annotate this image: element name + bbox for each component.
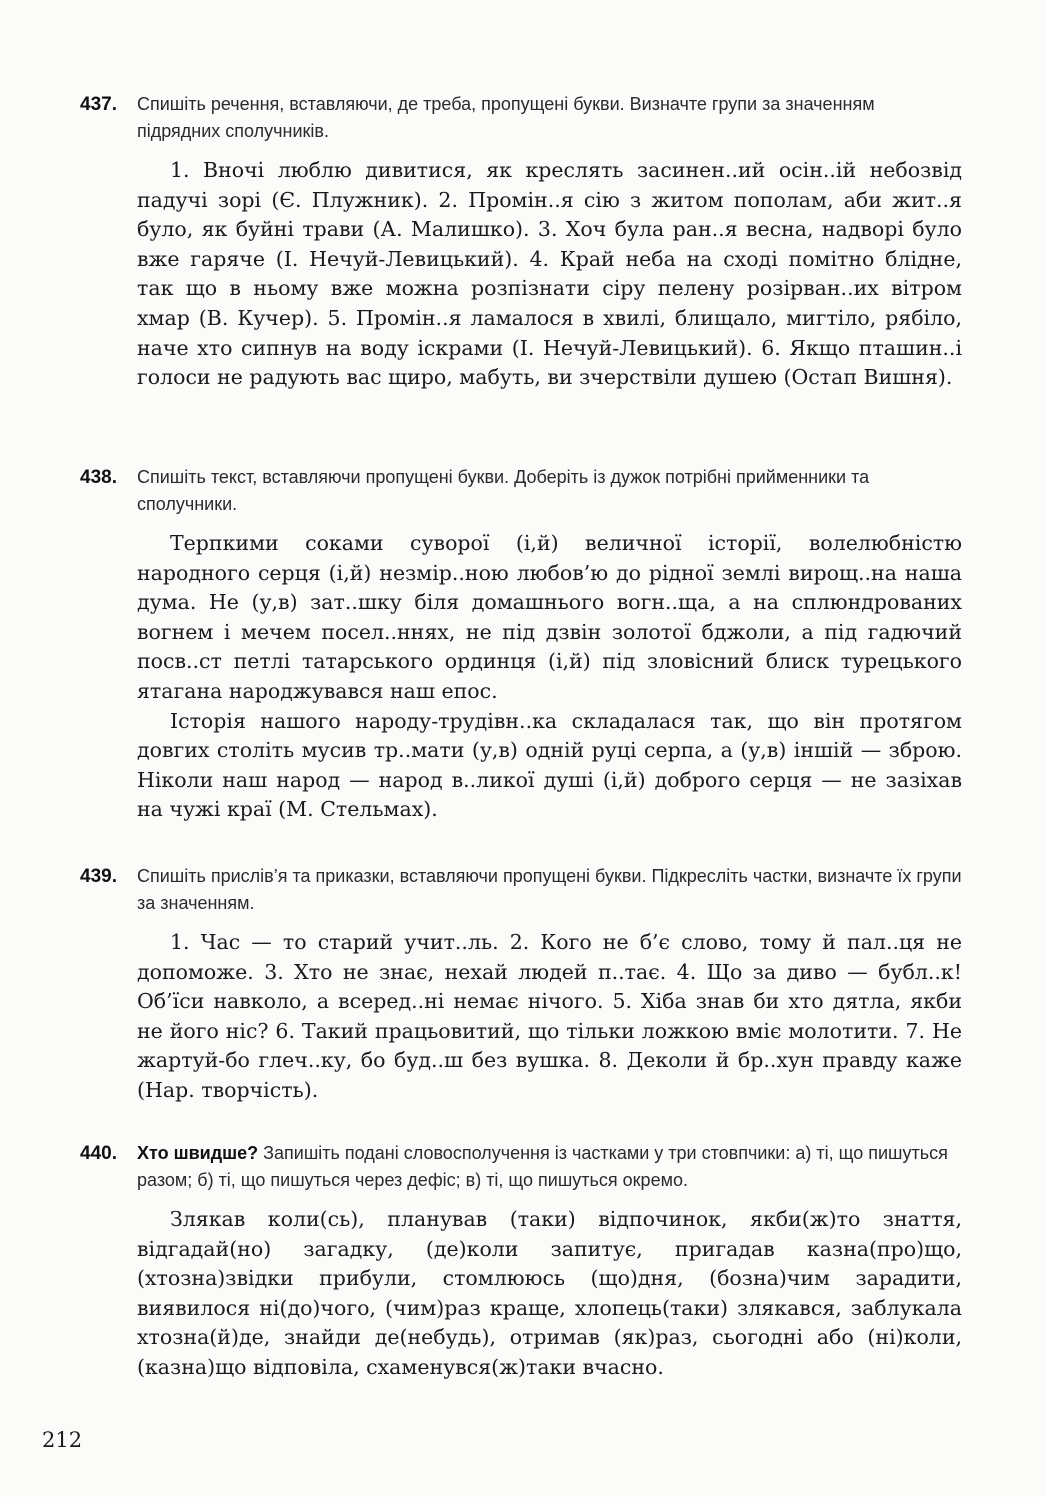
exercise-text-paragraph: 1. Вночі люблю дивитися, як креслять засинен..ий осін..ій небозвід падучі зорі (Є. Плужник). 2. Промін..я сію з житом пополам, аби жит..я було, як буйні трави (А. Малишко). 3. Хоч була ран..я весна, надворі було вже гаряче (І. Нечуй-Левицький). 4. Край неба на сході помітно блідне, так що в ньому вже можна розпізнати сіру пелену розірван..их вітром хмар (В. Кучер). 5. Промін..я ламалося в хвилі, блищало, мигтіло, рябіло, наче хто сипнув на воду іскрами (І. Нечуй-Левицький). 6. Якщо пташин..і голоси не радують вас щиро, мабуть, ви зчерствіли душею (Остап Вишня). xyxy=(137,158,962,390)
exercise-440-text xyxy=(80,1205,962,1383)
exercise-number: 437. xyxy=(80,94,117,115)
exercise-number: 439. xyxy=(80,866,117,887)
exercise-number: 438. xyxy=(80,467,117,488)
exercise-439-text xyxy=(80,928,962,1106)
exercise-438-text xyxy=(80,529,962,825)
exercise-number: 440. xyxy=(80,1143,117,1164)
exercise-438 xyxy=(80,464,962,825)
exercise-438-task xyxy=(80,464,962,518)
exercise-text-paragraph: Історія нашого народу-трудівн..ка складалася так, що він протягом довгих століть мусив тр..мати (у,в) одній руці серпа, а (у,в) іншій — зброю. Ніколи наш народ — народ в..ликої душі (і,й) доброго серця — не зазіхав на чужі краї (М. Стельмах). xyxy=(137,708,962,822)
exercise-440-task xyxy=(80,1140,962,1194)
exercise-439 xyxy=(80,863,962,1106)
task-bold-prompt: Хто швидше? xyxy=(137,1143,259,1163)
task-instruction: Запишіть подані словосполучення із частками у три стовпчики: а) ті, що пишуться разом; б) ті, що пишуться через дефіс; в) ті, що пишуться окремо. xyxy=(137,1143,948,1190)
exercise-437-text xyxy=(80,156,962,393)
exercise-text-paragraph: Терпкими соками суворої (і,й) величної історії, волелюбністю народного серця (і,й) незмір..ною любов’ю до рідної землі вирощ..на наша дума. Не (у,в) зат..шку біля домашнього вогн..ща, а на сплюндрованих вогнем і мечем посел..ннях, не під дзвін золотої бджоли, а під гадючий посв..ст петлі татарського ординця (і,й) під зловісний блиск турецького ятагана народжувався наш епос. xyxy=(137,531,962,703)
task-instruction: Спишіть текст, вставляючи пропущені букви. Доберіть із дужок потрібні прийменники та сполучники. xyxy=(137,467,870,514)
task-instruction: Спишіть речення, вставляючи, де треба, пропущені букви. Визначте групи за значенням підрядних сполучників. xyxy=(137,94,875,141)
exercise-439-task xyxy=(80,863,962,917)
task-instruction: Спишіть прислів’я та приказки, вставляючи пропущені букви. Підкресліть частки, визначте їх групи за значенням. xyxy=(137,866,962,913)
exercise-text-paragraph: 1. Час — то старий учит..ль. 2. Кого не б’є слово, тому й пал..ця не допоможе. 3. Хто не знає, нехай людей п..тає. 4. Що за диво — бубл..к! Об’їси навколо, а всеред..ні немає нічого. 5. Хіба знав би хто дятла, якби не його ніс? 6. Такий працьовитий, що тільки ложкою вміє молотити. 7. Не жартуй-бо глеч..ку, бо буд..ш без вушка. 8. Деколи й бр..хун правду каже (Нар. творчість). xyxy=(137,930,962,1102)
exercise-437-task xyxy=(80,91,962,145)
page-number: 212 xyxy=(42,1428,83,1452)
exercise-437 xyxy=(80,91,962,393)
exercise-440 xyxy=(80,1140,962,1383)
exercise-text-paragraph: Злякав коли(сь), планував (таки) відпочинок, якби(ж)то знаття, відгадай(но) загадку, (де)коли запитує, пригадав казна(про)що, (хтозна)звідки прибули, стомлююсь (що)дня, (бозна)чим зарадити, виявилося ні(до)чого, (чим)раз краще, хлопець(таки) злякався, заблукала хтозна(й)де, знайди де(небудь), отримав (як)раз, сьогодні або (ні)коли, (казна)що відповіла, схаменувся(ж)таки вчасно. xyxy=(137,1207,962,1379)
